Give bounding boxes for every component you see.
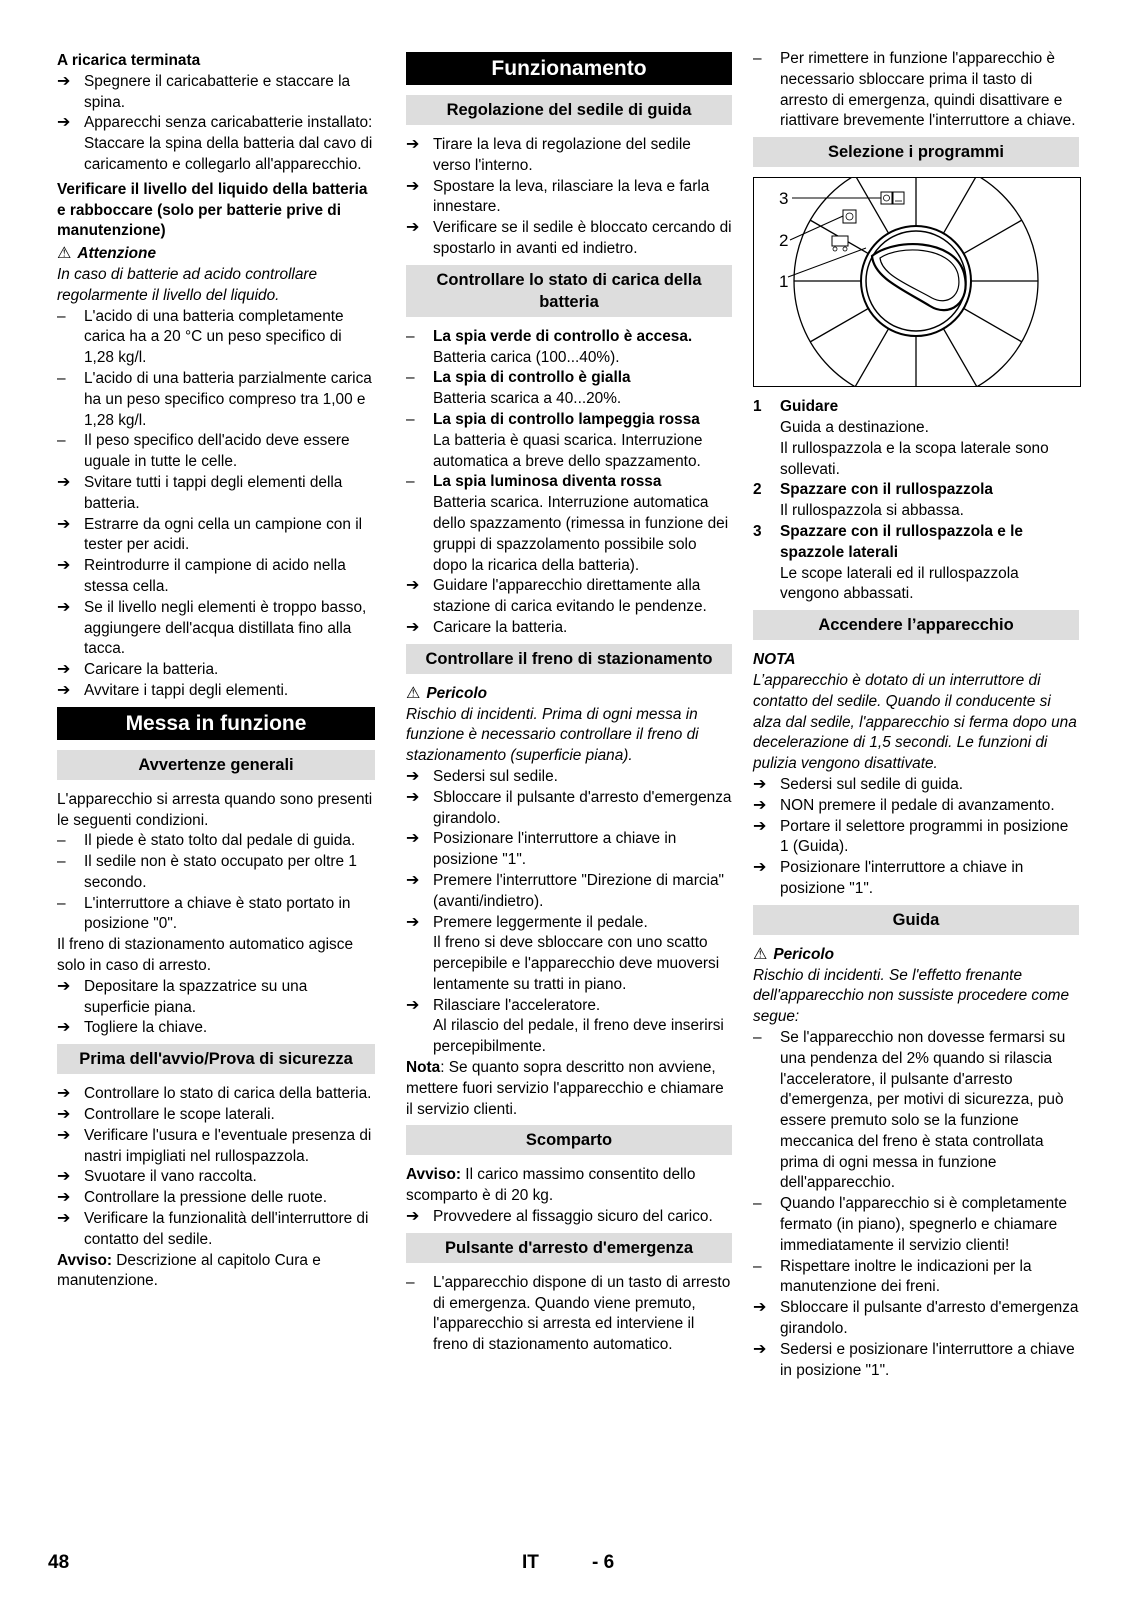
- arrow-icon: ➔: [406, 830, 420, 848]
- nota-label: NOTA: [753, 651, 796, 669]
- paragraph: Il freno di stazionamento automatico agisce solo in caso di arresto.: [57, 936, 354, 975]
- list-item: ➔ Premere l'interruttore "Direzione di marcia" (avanti/indietro).: [406, 871, 732, 913]
- list-item: ➔ Sbloccare il pulsante d'arresto d'emergenza girandolo.: [406, 788, 732, 830]
- arrow-icon: ➔: [753, 775, 767, 793]
- arrow-icon: ➔: [406, 871, 420, 889]
- list-item: – Quando l'apparecchio si è completamente fermato (in piano), spegnerlo e chiamare immediatamente il servizio clienti!: [753, 1195, 1067, 1254]
- list-item: ➔ Apparecchi senza caricabatterie installato: Staccare la spina della batteria dal cavo di caricamento e collegarlo all'apparecchio.: [57, 113, 375, 175]
- warning-triangle-icon: ⚠: [406, 684, 421, 702]
- list-item: – L'acido di una batteria completamente carica ha a 20 °C un peso specifico di 1,28 kg/l.: [57, 307, 344, 367]
- list-item: ➔ Controllare lo stato di carica della batteria.: [57, 1084, 375, 1105]
- arrow-icon: ➔: [406, 618, 420, 636]
- list-item: ➔ Depositare la spazzatrice su una superficie piana.: [57, 977, 375, 1019]
- list-item: ➔ Sedersi sul sedile di guida.: [753, 775, 1079, 796]
- warning-triangle-icon: ⚠: [753, 945, 768, 963]
- list-item: ➔ Togliere la chiave.: [57, 1018, 375, 1039]
- list-item: ➔ Verificare se il sedile è bloccato cercando di spostarlo in avanti ed indietro.: [406, 218, 732, 260]
- list-item: ➔ Provvedere al fissaggio sicuro del carico.: [406, 1207, 732, 1228]
- arrow-icon: ➔: [57, 473, 71, 491]
- list-item-note: Al rilascio del pedale, il freno deve inserirsi percepibilmente.: [433, 1017, 724, 1056]
- arrow-icon: ➔: [57, 557, 71, 575]
- list-item: ➔ Tirare la leva di regolazione del sedile verso l'interno.: [406, 135, 732, 177]
- list-item: ➔ Se il livello negli elementi è troppo basso, aggiungere dell'acqua distillata fino alla tacca.: [57, 598, 375, 660]
- arrow-icon: ➔: [406, 177, 420, 195]
- list-item: ➔ Verificare la funzionalità dell'interruttore di contatto del sedile.: [57, 1209, 375, 1251]
- list-item: ➔ Caricare la batteria.: [57, 660, 375, 681]
- program-icon-1: [832, 236, 848, 251]
- subsection-title-freno: Controllare il freno di stazionamento: [406, 644, 732, 674]
- danger-label: ⚠ Pericolo: [753, 945, 1079, 966]
- section-page: - 6: [592, 1552, 615, 1573]
- list-item: – L'acido di una batteria parzialmente carica ha un peso specifico compreso tra 1,00 e 1,28 kg/l.: [57, 369, 372, 429]
- subsection-title-prima: Prima dell'avvio/Prova di sicurezza: [57, 1044, 375, 1074]
- arrow-icon: ➔: [406, 996, 420, 1014]
- avviso-paragraph: Avviso: Descrizione al capitolo Cura e manutenzione.: [57, 1251, 321, 1290]
- list-item: ➔ Spegnere il caricabatterie e staccare la spina.: [57, 72, 375, 114]
- arrow-icon: ➔: [57, 598, 71, 616]
- arrow-icon: ➔: [406, 1208, 420, 1226]
- arrow-icon: ➔: [57, 1126, 71, 1144]
- list-item: ➔ Guidare l'apparecchio direttamente alla stazione di carica evitando le pendenze.: [406, 576, 732, 618]
- list-item: ➔ Rilasciare l'acceleratore.: [406, 996, 732, 1017]
- subsection-title-accendere: Accendere l’apparecchio: [753, 610, 1079, 640]
- arrow-icon: ➔: [57, 681, 71, 699]
- list-item: ➔ Avvitare i tappi degli elementi.: [57, 681, 375, 702]
- arrow-icon: ➔: [406, 767, 420, 785]
- list-item: ➔ Svuotare il vano raccolta.: [57, 1167, 375, 1188]
- list-item: – Il piede è stato tolto dal pedale di guida.: [57, 832, 356, 850]
- figure-label-2: 2: [779, 231, 789, 251]
- list-item: ➔ Svitare tutti i tappi degli elementi della batteria.: [57, 473, 375, 515]
- subsection-title-pulsante: Pulsante d'arresto d'emergenza: [406, 1233, 732, 1263]
- arrow-icon: ➔: [753, 1299, 767, 1317]
- list-item: ➔ Sedersi e posizionare l'interruttore a chiave in posizione "1".: [753, 1340, 1079, 1382]
- warning-text: In caso di batterie ad acido controllare regolarmente il livello del liquido.: [57, 265, 318, 304]
- list-item: – Per rimettere in funzione l'apparecchio è necessario sbloccare prima il tasto di arresto di emergenza, quindi disattivare e riattivare brevemente l'interruttore a chiave.: [753, 50, 1076, 130]
- arrow-icon: ➔: [753, 817, 767, 835]
- list-item: ➔ Posizionare l'interruttore a chiave in posizione "1".: [406, 829, 732, 871]
- arrow-icon: ➔: [57, 1189, 71, 1207]
- arrow-icon: ➔: [57, 1168, 71, 1186]
- list-item: – La spia luminosa diventa rossa Batteria scarica. Interruzione automatica dello spazzamento (rimessa in funzione dei gruppi di spazzolamento possibile solo dopo la ricarica della batteria).: [406, 473, 729, 574]
- list-item: ➔ Spostare la leva, rilasciare la leva e farla innestare.: [406, 177, 732, 219]
- list-item-note: Il freno si deve sbloccare con uno scatto percepibile e l'apparecchio deve muoversi lentamente su tratti in piano.: [433, 934, 720, 993]
- column-left: [57, 51, 375, 1292]
- column-middle: [406, 49, 732, 1356]
- subsection-title-sedile: Regolazione del sedile di guida: [406, 95, 732, 125]
- arrow-icon: ➔: [57, 72, 71, 90]
- subsection-title-stato: Controllare lo stato di carica della batteria: [406, 265, 732, 317]
- arrow-icon: ➔: [406, 136, 420, 153]
- list-item: ➔ Sedersi sul sedile.: [406, 767, 732, 788]
- program-icon-2: [843, 210, 856, 223]
- list-item: ➔ Sbloccare il pulsante d'arresto d'emergenza girandolo.: [753, 1298, 1079, 1340]
- list-item: ➔ Caricare la batteria.: [406, 618, 732, 639]
- list-item: – La spia di controllo lampeggia rossa La batteria è quasi scarica. Interruzione automatica a breve dello spazzamento.: [406, 410, 703, 470]
- arrow-icon: ➔: [406, 577, 420, 595]
- arrow-icon: ➔: [57, 515, 71, 533]
- arrow-icon: ➔: [406, 788, 420, 806]
- ricarica-heading: A ricarica terminata: [57, 52, 201, 69]
- page-number: 48: [48, 1552, 70, 1573]
- list-item: – L'apparecchio dispone di un tasto di arresto di emergenza. Quando viene premuto, l'apparecchio si arresta ed interviene il freno di stazionamento automatico.: [406, 1273, 731, 1354]
- program-icon-3: [881, 192, 904, 204]
- list-item: – La spia verde di controllo è accesa. Batteria carica (100...40%).: [406, 327, 693, 366]
- arrow-icon: ➔: [57, 114, 71, 132]
- arrow-icon: ➔: [57, 1210, 71, 1228]
- arrow-icon: ➔: [406, 913, 420, 931]
- list-item: ➔ Posizionare l'interruttore a chiave in posizione "1".: [753, 858, 1079, 900]
- figure-label-3: 3: [779, 189, 789, 209]
- list-item: ➔ Controllare le scope laterali.: [57, 1105, 375, 1126]
- danger-label: ⚠ Pericolo: [406, 684, 732, 705]
- list-item: – Il sedile non è stato occupato per oltre 1 secondo.: [57, 853, 357, 891]
- paragraph: L'apparecchio si arresta quando sono presenti le seguenti condizioni.: [57, 790, 373, 829]
- subsection-title-programmi: Selezione i programmi: [753, 137, 1079, 167]
- language-code: IT: [522, 1552, 539, 1573]
- list-item: – Il peso specifico dell'acido deve essere uguale in tutte le celle.: [57, 432, 350, 471]
- list-item: – La spia di controllo è gialla Batteria scarica a 40...20%.: [406, 369, 631, 408]
- program-item: 2 Spazzare con il rullospazzola Il rullospazzola si abbassa.: [753, 481, 993, 520]
- arrow-icon: ➔: [753, 859, 767, 877]
- nota-paragraph: Nota: Se quanto sopra descritto non avviene, mettere fuori servizio l'apparecchio e chiamare il servizio clienti.: [406, 1059, 724, 1118]
- list-item: ➔ Controllare la pressione delle ruote.: [57, 1188, 375, 1209]
- arrow-icon: ➔: [57, 1085, 71, 1103]
- warning-label: ⚠ Attenzione: [57, 244, 375, 265]
- nota-text: L’apparecchio è dotato di un interruttore di contatto del sedile. Quando il conducente si alza dal sedile, l'apparecchio si ferma dopo una decelerazione di 1,5 secondi. Le funzioni di pulizia vengono disattivate.: [753, 671, 1077, 773]
- list-item: – L'interruttore a chiave è stato portato in posizione "0".: [57, 894, 351, 933]
- figure-label-1: 1: [779, 272, 789, 292]
- danger-text: Rischio di incidenti. Prima di ogni messa in funzione è necessario controllare il freno di stazionamento (superficie piana).: [406, 705, 699, 765]
- arrow-icon: ➔: [57, 977, 71, 995]
- list-item: ➔ NON premere il pedale di avanzamento.: [753, 796, 1079, 817]
- arrow-icon: ➔: [57, 1019, 71, 1037]
- arrow-icon: ➔: [57, 1106, 71, 1124]
- subsection-title-avvertenze: Avvertenze generali: [57, 750, 375, 780]
- list-item: – Se l'apparecchio non dovesse fermarsi su una pendenza del 2% quando si rilascia l'acceleratore, il pulsante d'arresto d'emergenza, per motivi di sicurezza, può essere premuto solo se la funzione meccanica del freno è stata controllata prima di ogni messa in funzione dell'apparecchio.: [753, 1028, 1066, 1192]
- subsection-title-scomparto: Scomparto: [406, 1125, 732, 1155]
- column-right: [753, 49, 1079, 1381]
- list-item: ➔ Estrarre da ogni cella un campione con il tester per acidi.: [57, 515, 375, 557]
- program-selector-figure: [753, 177, 1081, 387]
- avviso-paragraph: Avviso: Il carico massimo consentito dello scomparto è di 20 kg.: [406, 1166, 696, 1205]
- section-title-messa: Messa in funzione: [57, 707, 375, 740]
- list-item: ➔ Premere leggermente il pedale.: [406, 913, 732, 934]
- list-item: ➔ Verificare l'usura e l'eventuale presenza di nastri impigliati nel rullospazzola.: [57, 1126, 375, 1168]
- list-item: – Rispettare inoltre le indicazioni per la manutenzione dei freni.: [753, 1257, 1032, 1296]
- arrow-icon: ➔: [753, 1340, 767, 1358]
- program-selector-diagram: [754, 178, 1080, 386]
- program-item: 1 Guidare Guida a destinazione. Il rullospazzola e la scopa laterale sono sollevati.: [753, 398, 1049, 478]
- list-item: ➔ Portare il selettore programmi in posizione 1 (Guida).: [753, 817, 1079, 859]
- arrow-icon: ➔: [406, 219, 420, 237]
- subsection-title-guida: Guida: [753, 905, 1079, 935]
- danger-text: Rischio di incidenti. Se l'effetto frenante dell'apparecchio non sussiste procedere come segue:: [753, 966, 1070, 1026]
- section-title-funzionamento: Funzionamento: [406, 52, 732, 85]
- list-item: ➔ Reintrodurre il campione di acido nella stessa cella.: [57, 556, 375, 598]
- program-item: 3 Spazzare con il rullospazzola e le spazzole laterali Le scope laterali ed il rullospazzola vengono abbassati.: [753, 522, 1023, 603]
- arrow-icon: ➔: [57, 661, 71, 679]
- livello-heading: Verificare il livello del liquido della batteria e rabboccare (solo per batterie prive di manutenzione): [57, 180, 368, 240]
- arrow-icon: ➔: [753, 796, 767, 814]
- warning-triangle-icon: ⚠: [57, 245, 72, 263]
